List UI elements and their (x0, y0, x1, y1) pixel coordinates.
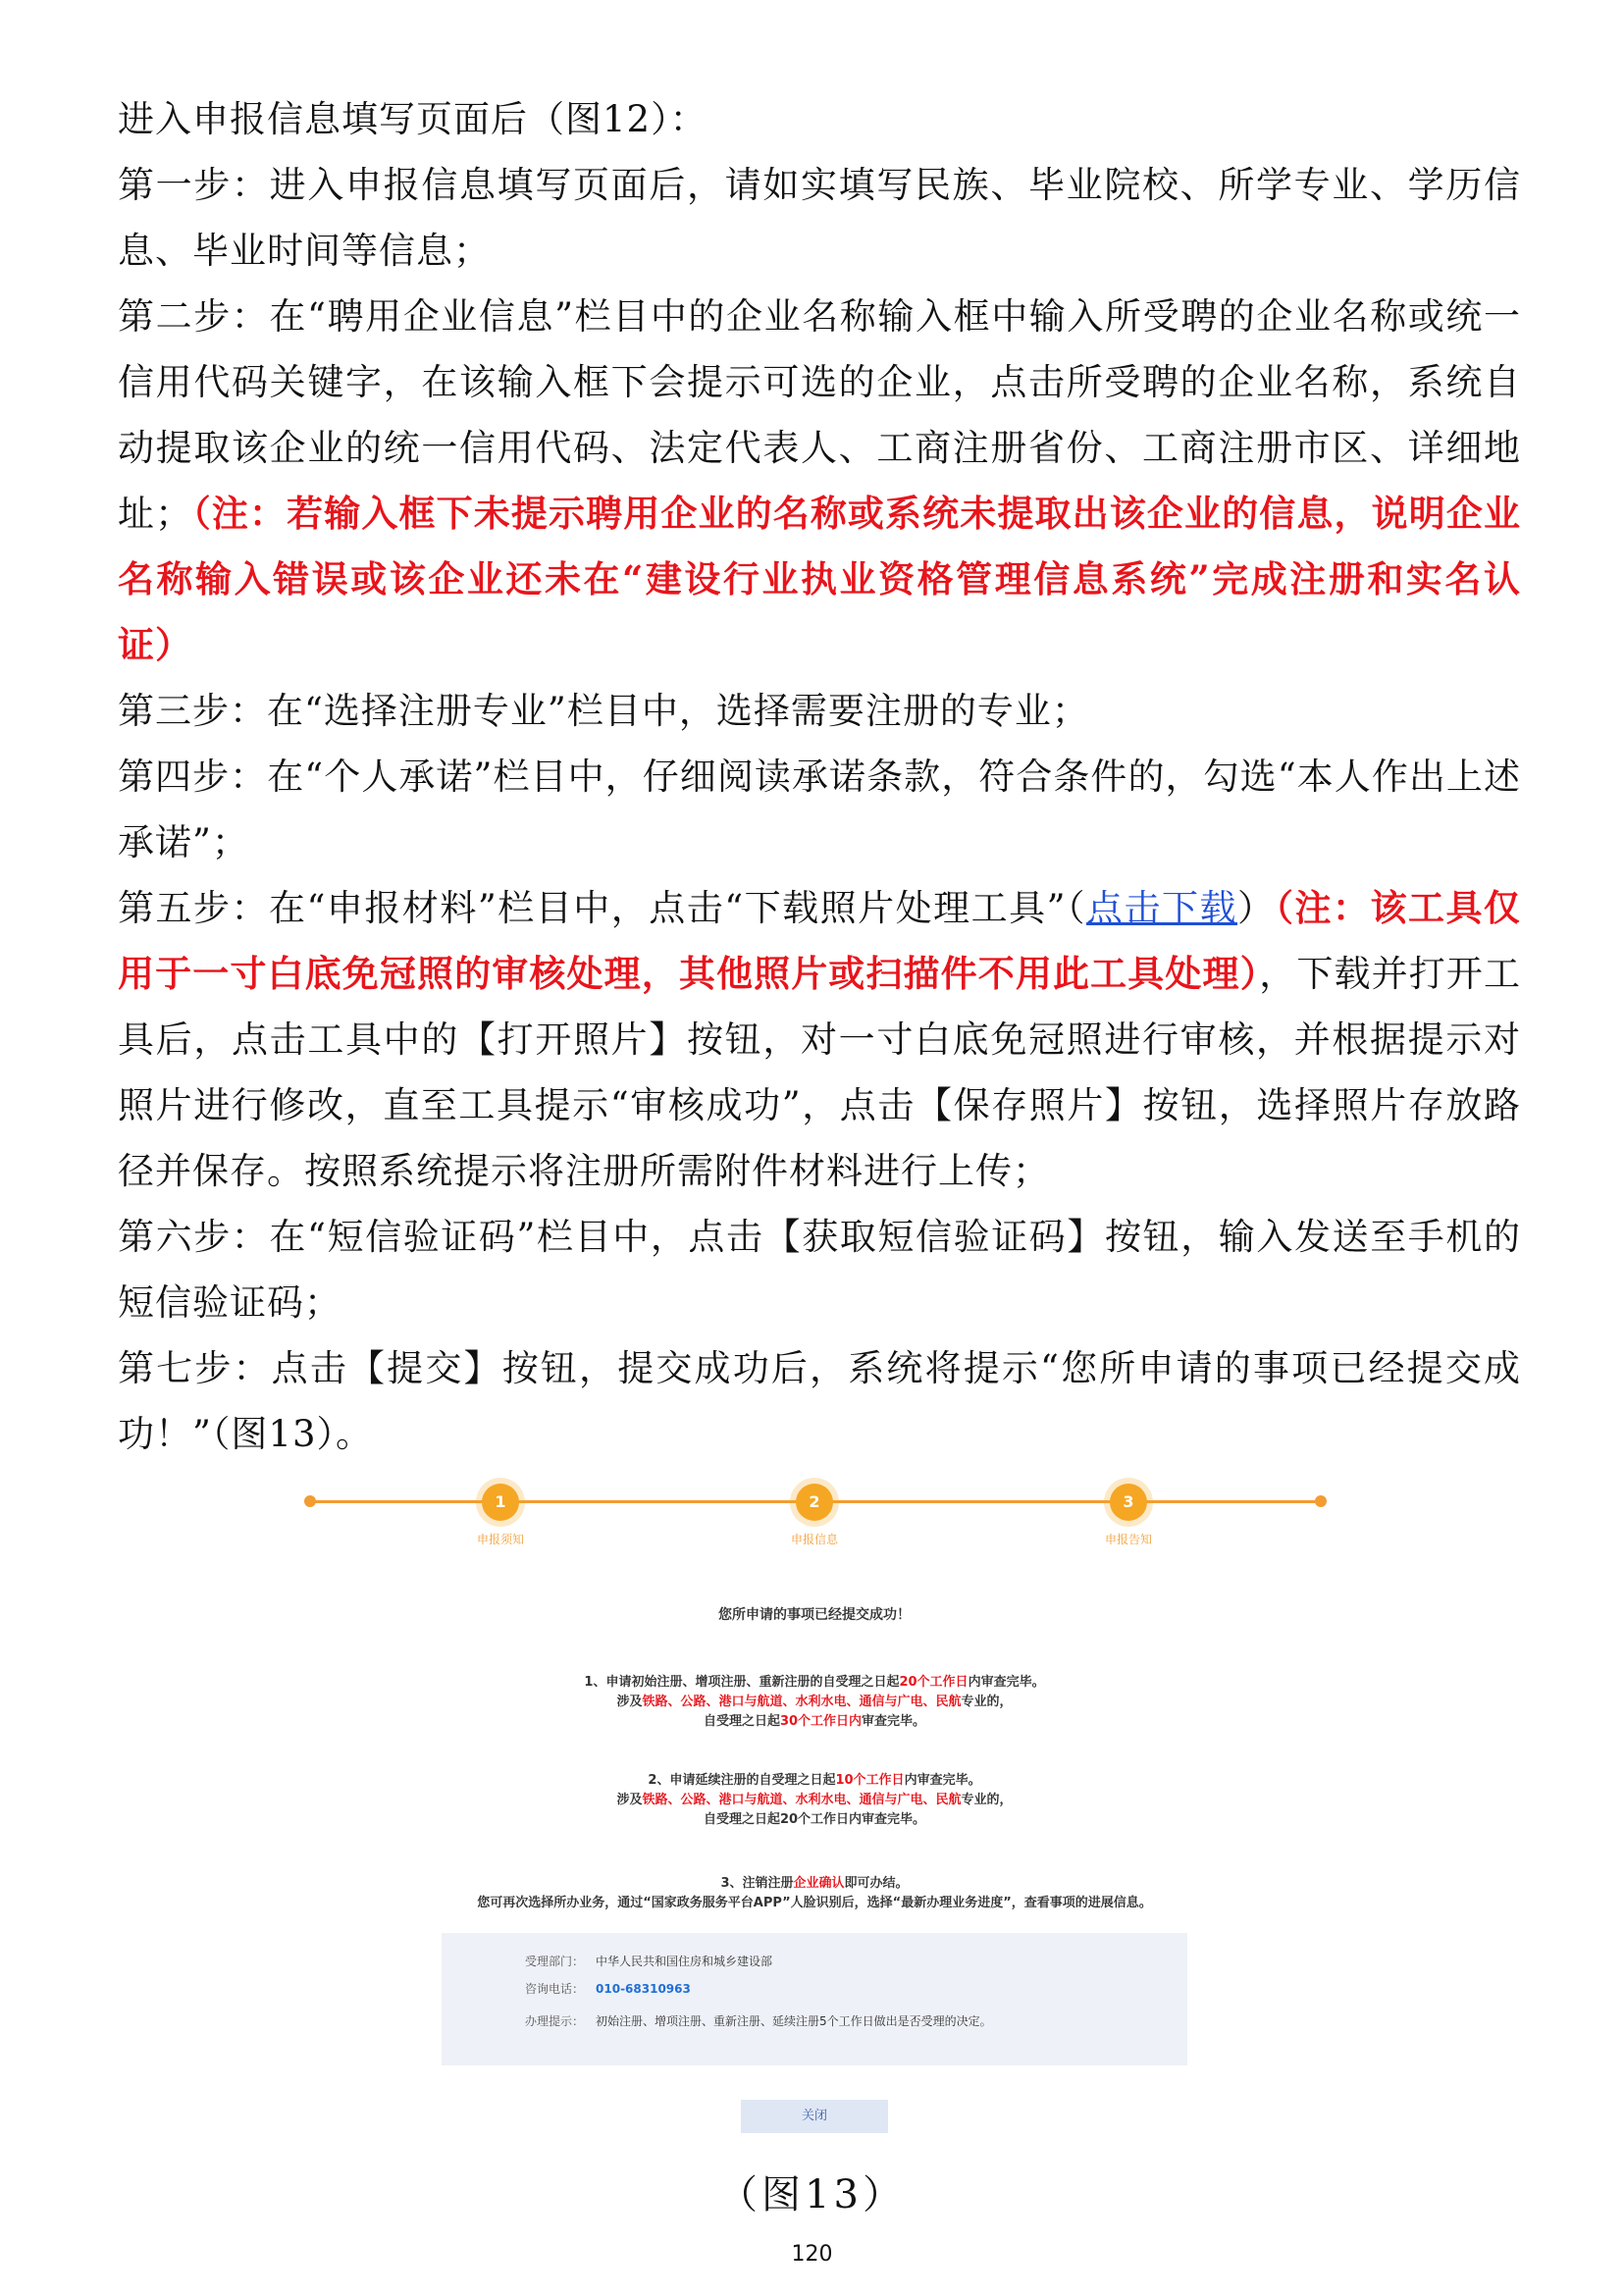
phone-row (525, 1980, 691, 1997)
step7-paragraph: 第七步：点击【提交】按钮，提交成功后，系统将提示“您所申请的事项已经提交成功！”（图13）。 (118, 1347, 1521, 1455)
notice-1-line-1 (294, 1673, 1335, 1693)
progress-end-dot (1315, 1495, 1327, 1507)
notice-3-line-2: 您可再次选择所办业务，通过“国家政务服务平台APP”人脸识别后，选择“最新办理业务进度”，查看事项的进展信息。 (477, 1896, 1152, 1910)
notice-highlight: 20个工作日 (899, 1675, 969, 1690)
notice-3-line-1 (294, 1874, 1335, 1894)
progress-steps (294, 1472, 1335, 1550)
step1-paragraph: 第一步：进入申报信息填写页面后，请如实填写民族、毕业院校、所学专业、学历信息、毕业时间等信息； (118, 164, 1521, 272)
step-circle-1: 1 (482, 1484, 519, 1521)
step-label-3: 申报告知 (1104, 1533, 1152, 1546)
intro-paragraph: 进入申报信息填写页面后（图12）： (118, 98, 707, 140)
notice-highlight: 企业确认 (793, 1876, 845, 1891)
notice-text: 即可办结。 (844, 1876, 909, 1891)
notice-2-line-2 (294, 1791, 1335, 1810)
body-text (118, 86, 1521, 1467)
notice-text: 专业的， (961, 1695, 1013, 1709)
step4-paragraph: 第四步：在“个人承诺”栏目中，仔细阅读承诺条款，符合条件的，勾选“本人作出上述承诺”； (118, 756, 1521, 863)
phone-value: 010-68310963 (596, 1982, 691, 1996)
notice-text: 涉及 (616, 1793, 643, 1807)
notice-3 (294, 1874, 1335, 1913)
step-circle-3: 3 (1110, 1484, 1147, 1521)
figure-caption: （图13） (718, 2172, 906, 2218)
step2-text: 第二步：在“聘用企业信息”栏目中的企业名称输入框中输入所受聘的企业名称或统一信用代码关键字，在该输入框下会提示可选的企业，点击所受聘的企业名称，系统自动提取该企业的统一信用代码、法定代表人、工商注册省份、工商注册市区、详细地址； (118, 295, 1521, 535)
notice-text: 1、申请初始注册、增项注册、重新注册的自受理之日起 (584, 1675, 900, 1690)
notice-2-line-3: 自受理之日起20个工作日内审查完毕。 (703, 1812, 926, 1827)
dept-label: 受理部门： (525, 1955, 585, 1968)
step-label-2: 申报信息 (790, 1533, 838, 1546)
step2-paragraph (118, 284, 1521, 678)
step5-note: （注：该工具仅用于一寸白底免冠照的审核处理，其他照片或扫描件不用此工具处理） (118, 886, 1522, 995)
notice-text: 内审查完毕。 (968, 1675, 1045, 1690)
progress-start-dot (304, 1495, 316, 1507)
step2-note: （注：若输入框下未提示聘用企业的名称或系统未提取出该企业的信息，说明企业名称输入错误或该企业还未在“建设行业执业资格管理信息系统”完成注册和实名认证） (118, 492, 1522, 666)
contact-info-box (442, 1933, 1187, 2065)
notice-1-line-3 (294, 1712, 1335, 1732)
step5-paragraph (118, 875, 1521, 1204)
dept-row (525, 1953, 772, 1969)
notice-2-line-1 (294, 1771, 1335, 1791)
close-button[interactable]: 关闭 (741, 2100, 888, 2133)
notice-highlight: 铁路、公路、港口与航道、水利水电、通信与广电、民航 (642, 1695, 962, 1709)
notice-highlight: 铁路、公路、港口与航道、水利水电、通信与广电、民航 (642, 1793, 962, 1807)
notice-text: 专业的， (961, 1793, 1013, 1807)
page-number: 120 (791, 2242, 833, 2267)
notice-text: 3、注销注册 (720, 1876, 794, 1891)
notice-text: 自受理之日起 (703, 1714, 780, 1729)
notice-highlight: 30个工作日内 (779, 1714, 863, 1729)
notice-text: 审查完毕。 (862, 1714, 926, 1729)
step-circle-2: 2 (796, 1484, 833, 1521)
notice-text: 2、申请延续注册的自受理之日起 (648, 1773, 836, 1788)
notice-text: 涉及 (616, 1695, 643, 1709)
tip-value: 初始注册、增项注册、重新注册、延续注册5个工作日做出是否受理的决定。 (596, 2014, 992, 2028)
tip-label: 办理提示： (525, 2014, 585, 2028)
notice-highlight: 10个工作日 (835, 1773, 905, 1788)
notice-1-line-2 (294, 1693, 1335, 1712)
step-label-1: 申报须知 (476, 1533, 524, 1546)
notice-2 (294, 1771, 1335, 1830)
step5-text-a: 第五步：在“申报材料”栏目中，点击“下载照片处理工具”（ (118, 887, 1087, 929)
step6-paragraph: 第六步：在“短信验证码”栏目中，点击【获取短信验证码】按钮，输入发送至手机的短信验证码； (118, 1216, 1521, 1324)
step5-text-b: ） (1237, 887, 1276, 929)
download-link[interactable]: 点击下载 (1086, 887, 1238, 929)
notice-1 (294, 1673, 1335, 1732)
step3-paragraph: 第三步：在“选择注册专业”栏目中，选择需要注册的专业； (118, 690, 1089, 732)
notice-text: 内审查完毕。 (904, 1773, 981, 1788)
step5-text-c: ，下载并打开工具后，点击工具中的【打开照片】按钮，对一寸白底免冠照进行审核，并根据提示对照片进行修改，直至工具提示“审核成功”，点击【保存照片】按钮，选择照片存放路径并保存。按照系统提示将注册所需附件材料进行上传； (118, 953, 1522, 1192)
success-message: 您所申请的事项已经提交成功！ (718, 1607, 911, 1623)
phone-label: 咨询电话： (525, 1982, 585, 1996)
submission-success-screenshot (294, 1472, 1335, 2159)
dept-value: 中华人民共和国住房和城乡建设部 (596, 1955, 773, 1968)
tip-row (525, 2013, 1074, 2029)
